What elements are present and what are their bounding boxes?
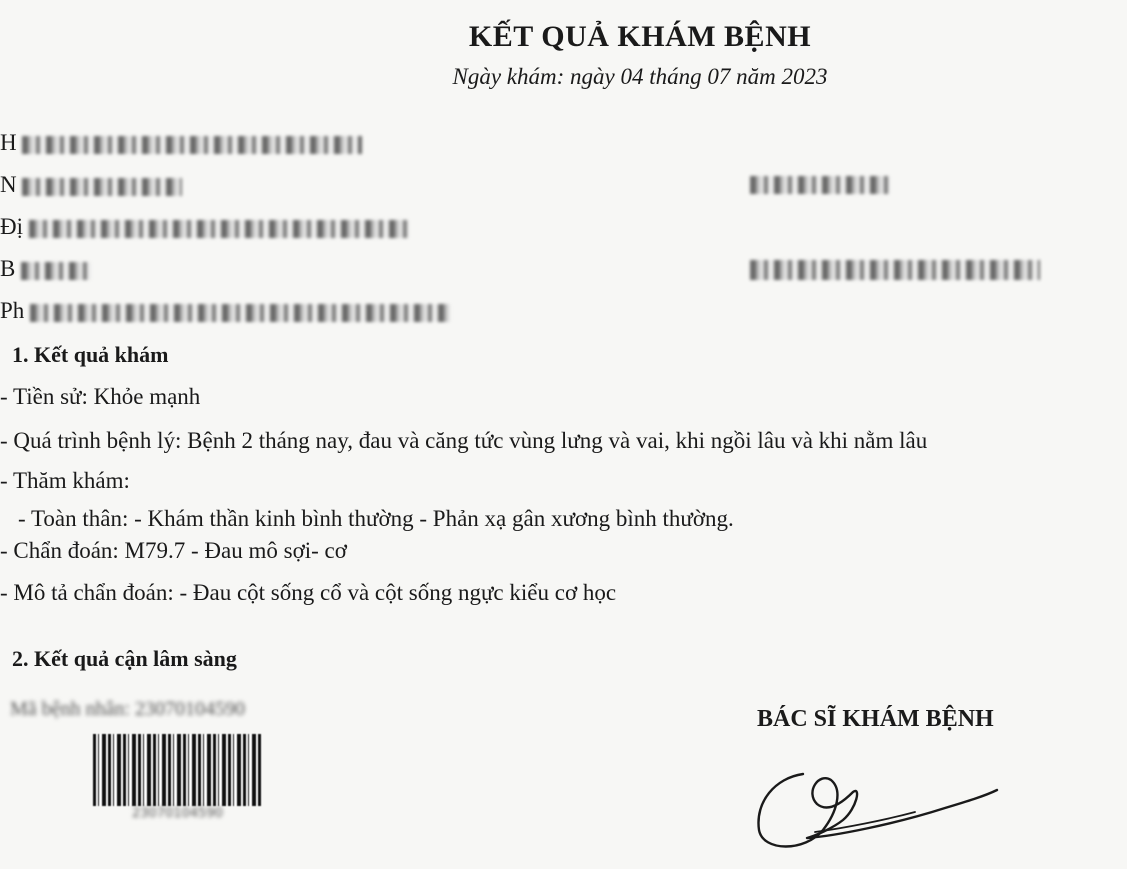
redacted-text bbox=[750, 176, 890, 194]
patient-insurance-prefix: B bbox=[0, 256, 16, 281]
patient-address-prefix: Đị bbox=[0, 214, 23, 239]
doctor-signature bbox=[745, 752, 1015, 862]
general-exam-line: - Toàn thân: - Khám thần kinh bình thường - Phản xạ gân xương bình thường. bbox=[18, 506, 734, 531]
redacted-text bbox=[22, 178, 182, 196]
redacted-text bbox=[750, 260, 1040, 280]
redacted-text bbox=[30, 304, 450, 322]
barcode bbox=[93, 734, 261, 806]
diagnosis-description-line: - Mô tả chẩn đoán: - Đau cột sống cổ và cột sống ngực kiểu cơ học bbox=[0, 580, 617, 605]
doctor-title: BÁC SĨ KHÁM BỆNH bbox=[757, 706, 994, 732]
patient-address-line bbox=[0, 214, 409, 240]
barcode-number: 23070104590 bbox=[132, 806, 223, 821]
patient-name-line bbox=[0, 130, 362, 156]
document-title: KẾT QUẢ KHÁM BỆNH bbox=[468, 20, 812, 53]
patient-room-line bbox=[0, 298, 450, 324]
patient-code: Mã bệnh nhân: 23070104590 bbox=[10, 698, 245, 720]
diagnosis-line: - Chẩn đoán: M79.7 - Đau mô sợi- cơ bbox=[0, 538, 347, 563]
patient-name-prefix: H bbox=[0, 130, 17, 155]
patient-room-prefix: Ph bbox=[0, 298, 25, 323]
section1-heading: 1. Kết quả khám bbox=[12, 342, 169, 367]
redacted-text bbox=[21, 262, 91, 280]
patient-birth-line bbox=[0, 172, 182, 198]
exam-date: Ngày khám: ngày 04 tháng 07 năm 2023 bbox=[452, 64, 828, 89]
redacted-text bbox=[22, 136, 362, 154]
patient-gender-redacted bbox=[750, 176, 890, 194]
redacted-text bbox=[29, 220, 409, 238]
patient-insurance-line bbox=[0, 256, 91, 282]
history-line: - Tiền sử: Khỏe mạnh bbox=[0, 384, 201, 409]
section2-heading: 2. Kết quả cận lâm sàng bbox=[12, 646, 237, 671]
patient-birth-prefix: N bbox=[0, 172, 17, 197]
examination-line: - Thăm khám: bbox=[0, 468, 130, 493]
disease-course-line: - Quá trình bệnh lý: Bệnh 2 tháng nay, đau và căng tức vùng lưng và vai, khi ngồi lâu và khi nằm lâu bbox=[0, 428, 928, 453]
patient-insurance-number-redacted bbox=[750, 260, 1040, 280]
